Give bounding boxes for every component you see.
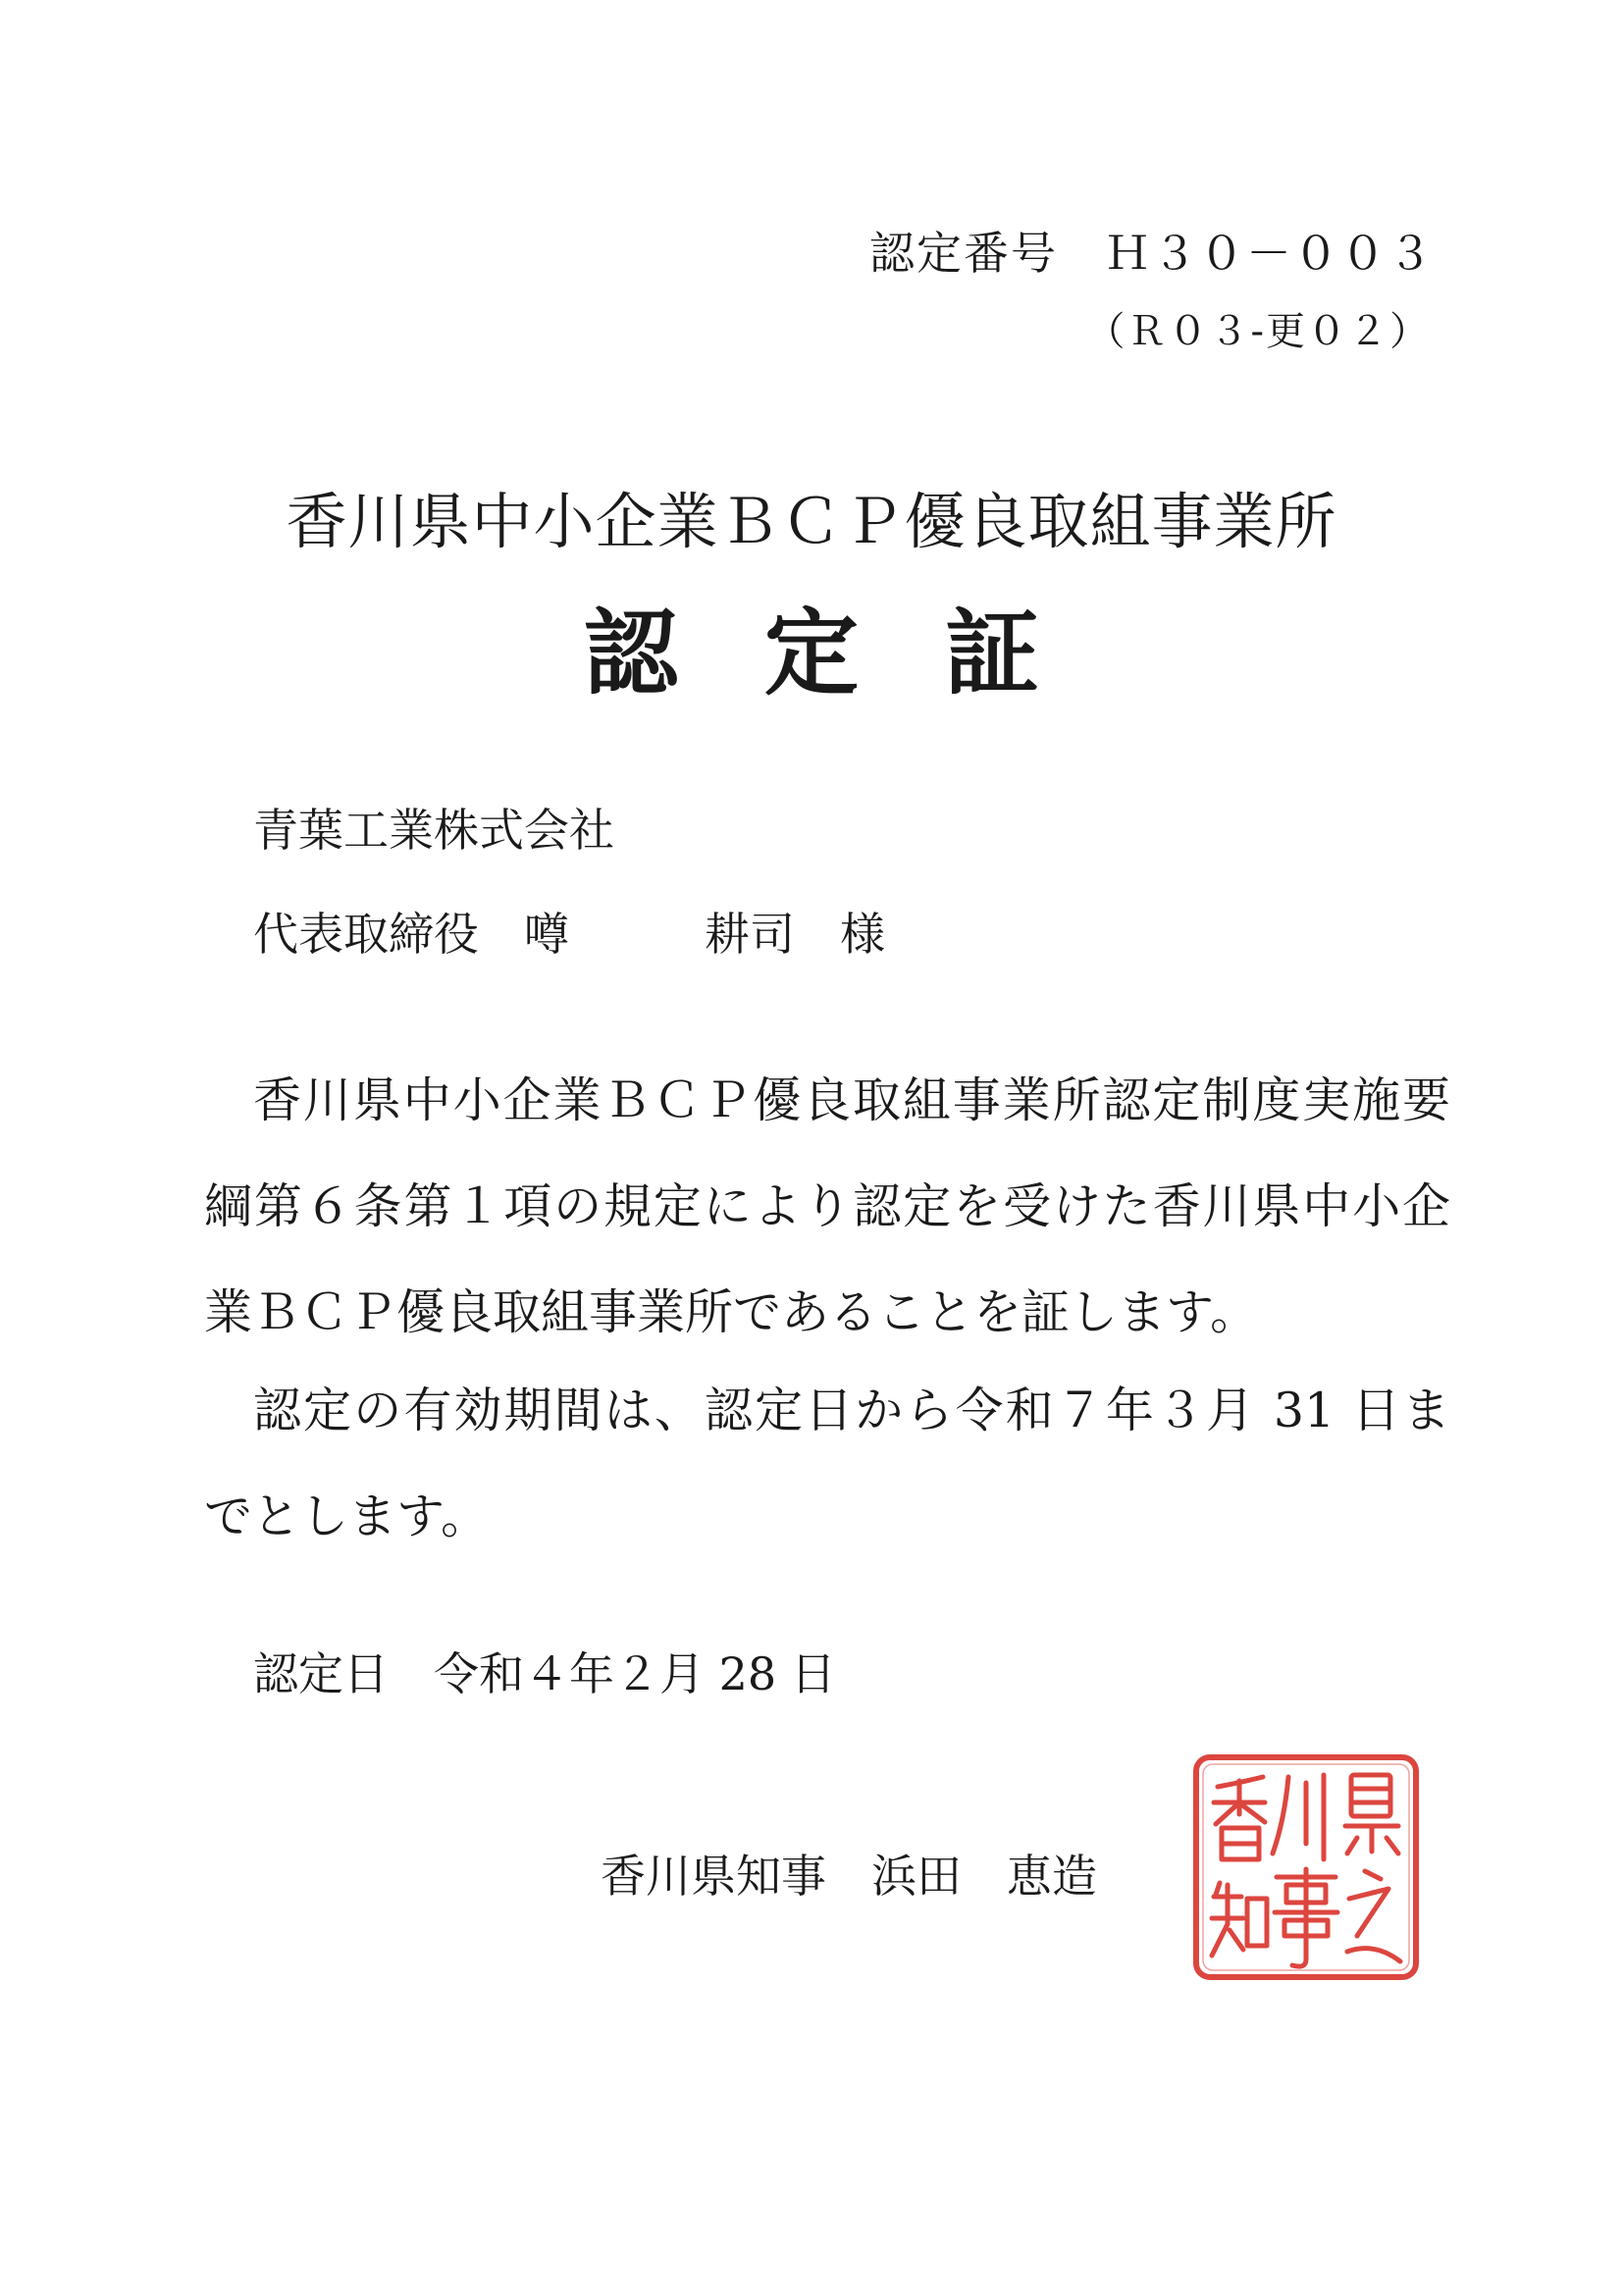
certification-date-label: 認定日 — [253, 1647, 389, 1700]
certificate-heading: 認定証 — [584, 598, 1126, 708]
recipient-honorific: 様 — [840, 908, 885, 961]
revision-code: （Ｒ０３-更０２） — [1085, 309, 1431, 354]
issuer-position: 香川県知事 — [601, 1850, 826, 1903]
recipient-title: 代表取締役 — [253, 908, 479, 961]
certificate-number — [869, 218, 1435, 283]
certification-statement: 香川県中小企業ＢＣＰ優良取組事業所認定制度実施要綱第６条第１項の規定により認定を受けた香川県中小企業ＢＣＰ優良取組事業所であることを証します。 — [204, 1072, 1450, 1340]
issuer-signature-line — [601, 1841, 1097, 1905]
recipient-representative — [253, 899, 885, 964]
certificate-number-value: Ｈ３０－００３ — [1105, 227, 1435, 280]
issuer-given-name: 恵造 — [1007, 1850, 1097, 1903]
recipient-surname: 噂 — [524, 908, 569, 961]
validity-statement: 認定の有効期間は、認定日から令和７年３月 31 日までとします。 — [204, 1383, 1450, 1544]
recipient-company: 青葉工業株式会社 — [253, 804, 614, 857]
certification-date — [253, 1639, 836, 1703]
certificate-number-label: 認定番号 — [869, 227, 1058, 280]
issuer-surname: 浜田 — [871, 1850, 962, 1903]
governor-seal-stamp — [1190, 1751, 1422, 1983]
certificate-title: 香川県中小企業ＢＣＰ優良取組事業所 — [286, 486, 1337, 557]
recipient-given-name: 耕司 — [705, 908, 795, 961]
certification-date-value: 令和４年２月 28 日 — [434, 1647, 836, 1700]
